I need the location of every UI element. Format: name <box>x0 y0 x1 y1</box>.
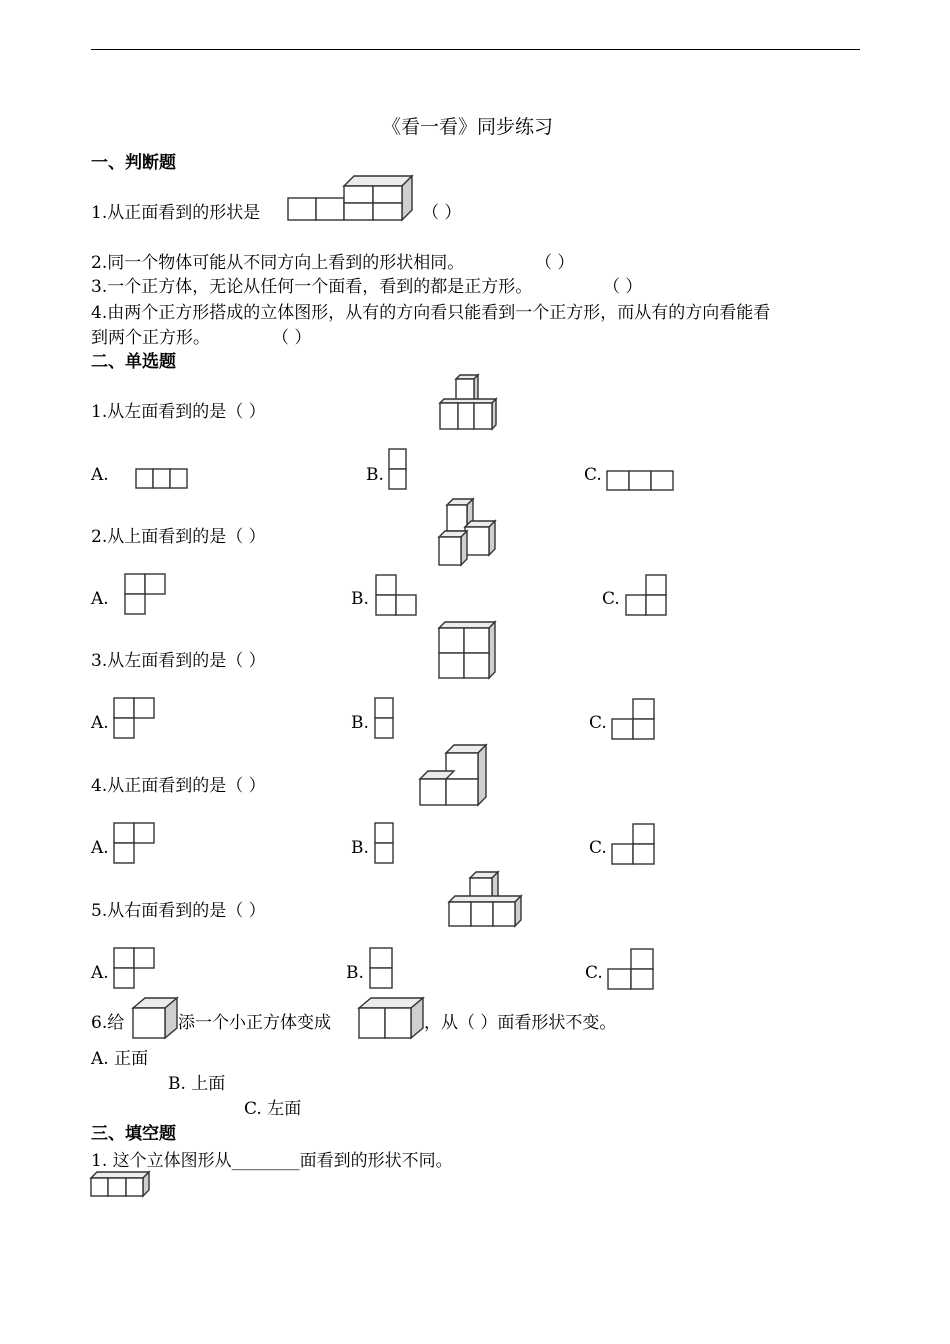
section-heading-single: 二、单选题 <box>91 352 176 372</box>
judge-q4-answer-blank[interactable]: （ ） <box>272 328 312 348</box>
single-q4-option-c-shape[interactable] <box>611 823 657 867</box>
single-q2-option-a-shape[interactable] <box>124 573 168 617</box>
single-q6-option-a[interactable]: A. 正面 <box>91 1049 149 1069</box>
single-q4-text: 4.从正面看到的是（ ） <box>91 776 266 796</box>
single-q4-option-b-shape[interactable] <box>374 822 396 866</box>
fill-q1-figure <box>91 1170 153 1200</box>
single-q2-text: 2.从上面看到的是（ ） <box>91 527 266 547</box>
page-title: 《看一看》同步练习 <box>382 116 554 138</box>
single-q3-text: 3.从左面看到的是（ ） <box>91 651 266 671</box>
single-q3-option-b-label[interactable]: B. <box>351 713 369 733</box>
single-q4-option-a-shape[interactable] <box>113 822 157 866</box>
single-q5-option-b-shape[interactable] <box>369 947 395 991</box>
single-q1-option-c-shape[interactable] <box>606 470 676 492</box>
single-q6-text-pre: 6.给 <box>91 1013 125 1033</box>
single-q6-text-mid: 添一个小正方体变成 <box>178 1013 331 1033</box>
single-q5-option-c-shape[interactable] <box>607 948 657 992</box>
single-q5-option-a-shape[interactable] <box>113 947 157 991</box>
single-q1-option-c-label[interactable]: C. <box>584 465 602 485</box>
single-q5-option-b-label[interactable]: B. <box>346 963 364 983</box>
single-q6-option-b[interactable]: B. 上面 <box>168 1074 226 1094</box>
single-q5-text: 5.从右面看到的是（ ） <box>91 901 266 921</box>
single-q3-option-b-shape[interactable] <box>374 697 396 741</box>
single-q5-figure <box>449 870 529 930</box>
single-q6-text-post: ，从（ ）面看形状不变。 <box>424 1013 617 1033</box>
single-q1-option-b-label[interactable]: B. <box>366 465 384 485</box>
judge-q1-figure <box>288 174 414 222</box>
single-q3-figure <box>439 622 499 680</box>
single-q2-option-a-label[interactable]: A. <box>91 589 109 609</box>
section-heading-fill: 三、填空题 <box>91 1124 176 1144</box>
judge-q1-answer-blank[interactable]: （ ） <box>422 203 462 223</box>
single-q6-figure-start <box>131 994 179 1040</box>
judge-q4-text-line1: 4.由两个正方形搭成的立体图形，从有的方向看只能看到一个正方形，而从有的方向看能看 <box>91 303 771 323</box>
single-q3-option-a-label[interactable]: A. <box>91 713 109 733</box>
single-q2-option-c-label[interactable]: C. <box>602 589 620 609</box>
single-q6-option-c[interactable]: C. 左面 <box>244 1099 302 1119</box>
single-q2-option-b-label[interactable]: B. <box>351 589 369 609</box>
judge-q3-text: 3.一个正方体，无论从任何一个面看，看到的都是正方形。 <box>91 277 533 297</box>
single-q1-option-b-shape[interactable] <box>388 448 408 492</box>
single-q4-option-b-label[interactable]: B. <box>351 838 369 858</box>
single-q3-option-a-shape[interactable] <box>113 697 157 741</box>
single-q1-text: 1.从左面看到的是（ ） <box>91 402 266 422</box>
judge-q4-text-line2: 到两个正方形。 <box>91 328 210 348</box>
judge-q2-answer-blank[interactable]: （ ） <box>535 253 575 273</box>
single-q5-option-a-label[interactable]: A. <box>91 963 109 983</box>
single-q1-option-a-label[interactable]: A. <box>91 465 109 485</box>
single-q4-option-a-label[interactable]: A. <box>91 838 109 858</box>
judge-q3-answer-blank[interactable]: （ ） <box>603 277 643 297</box>
single-q2-option-c-shape[interactable] <box>625 574 669 618</box>
single-q2-option-b-shape[interactable] <box>375 574 419 618</box>
single-q4-figure <box>420 745 490 807</box>
header-rule <box>91 49 860 50</box>
single-q3-option-c-label[interactable]: C. <box>589 713 607 733</box>
single-q6-figure-result <box>357 994 423 1040</box>
single-q1-figure <box>440 373 504 435</box>
judge-q2-text: 2.同一个物体可能从不同方向上看到的形状相同。 <box>91 253 465 273</box>
single-q1-option-a-shape[interactable] <box>136 468 190 490</box>
section-heading-judge: 一、判断题 <box>91 153 176 173</box>
single-q3-option-c-shape[interactable] <box>611 698 657 742</box>
single-q5-option-c-label[interactable]: C. <box>585 963 603 983</box>
fill-q1-text: 1. 这个立体图形从________面看到的形状不同。 <box>91 1151 453 1171</box>
single-q2-figure <box>439 497 499 567</box>
single-q4-option-c-label[interactable]: C. <box>589 838 607 858</box>
judge-q1-text: 1.从正面看到的形状是 <box>91 203 261 223</box>
